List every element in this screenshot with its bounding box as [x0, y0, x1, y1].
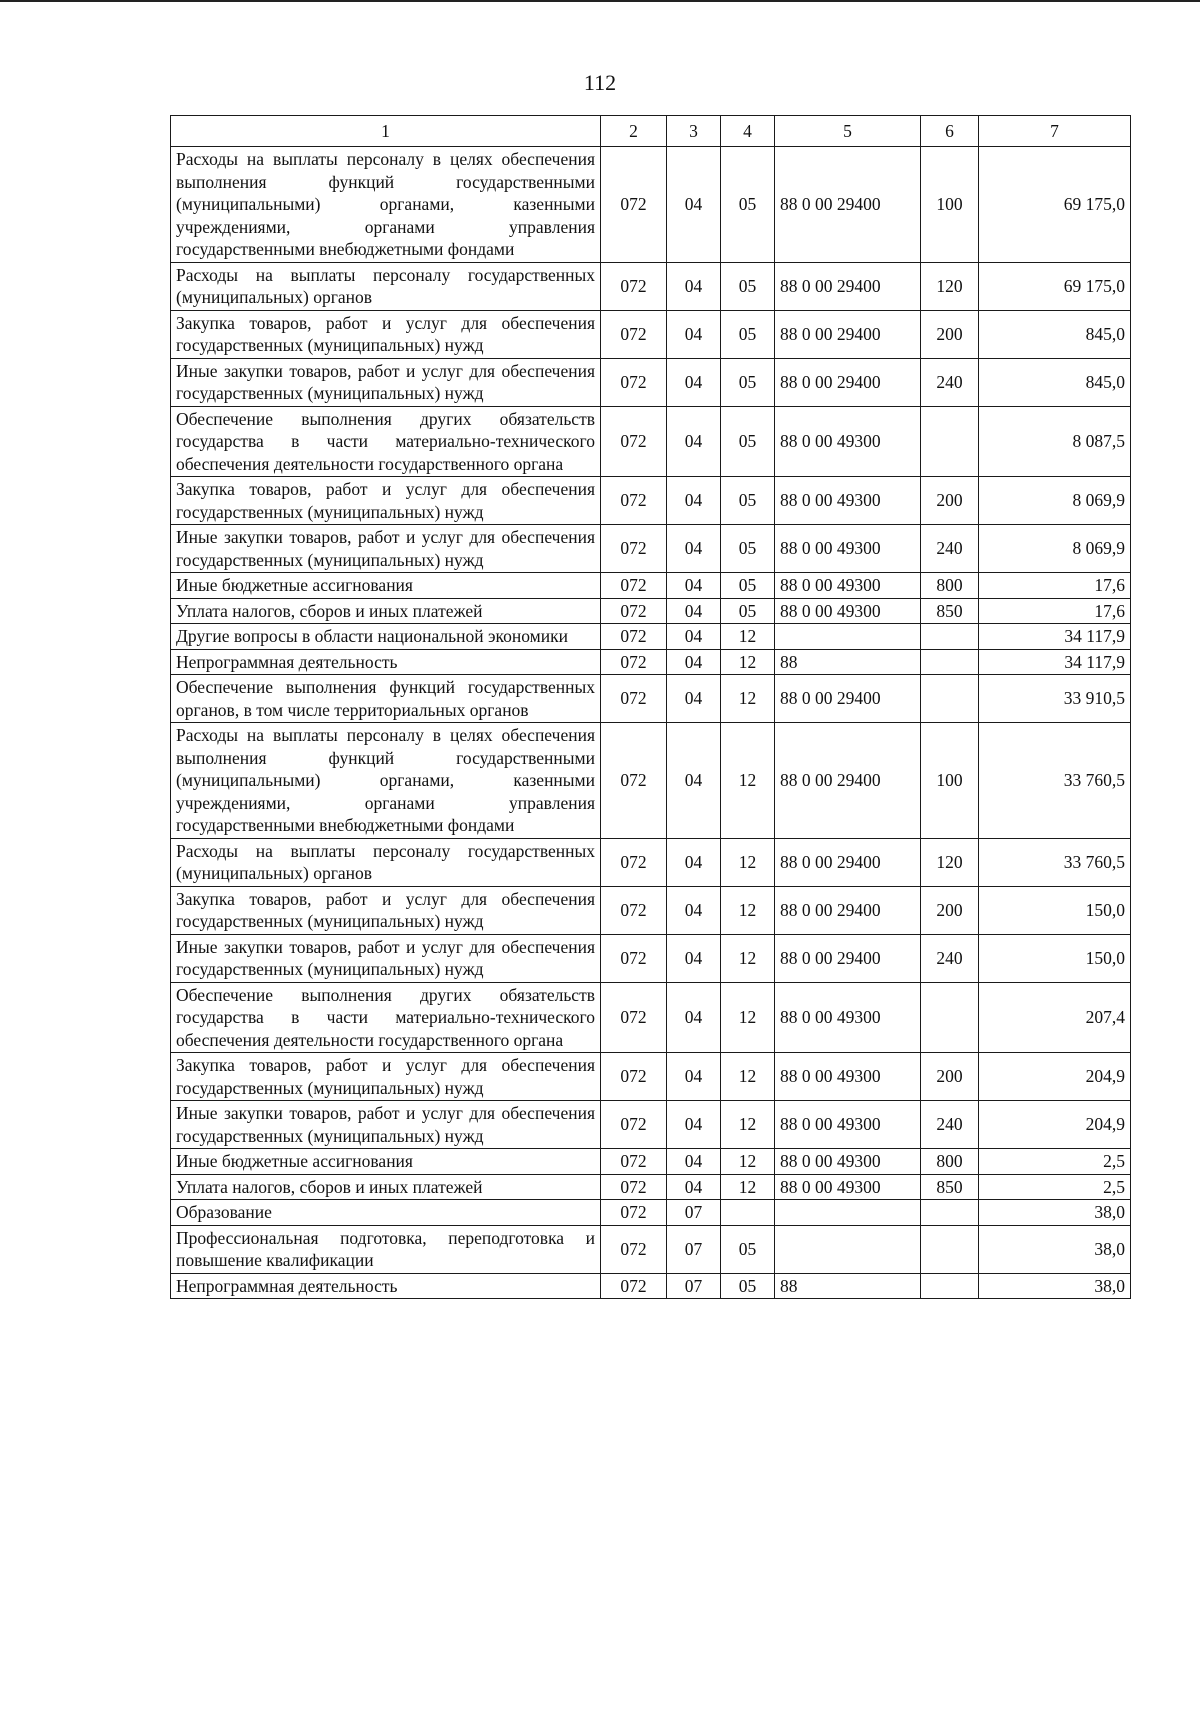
row-name-cell: Профессиональная подготовка, переподготовка и повышение квалификации — [171, 1225, 601, 1273]
row-vr-cell: 100 — [921, 147, 979, 263]
row-sum-cell: 69 175,0 — [979, 262, 1131, 310]
row-sum-cell: 150,0 — [979, 934, 1131, 982]
row-grbs-cell: 072 — [601, 838, 667, 886]
table-row — [171, 147, 1131, 263]
row-rz-cell: 04 — [667, 723, 721, 839]
table-row — [171, 1273, 1131, 1299]
row-vr-cell: 850 — [921, 598, 979, 624]
table-row — [171, 886, 1131, 934]
row-pr-cell: 05 — [721, 1225, 775, 1273]
table-row — [171, 598, 1131, 624]
row-name-cell: Образование — [171, 1200, 601, 1226]
row-vr-cell: 120 — [921, 262, 979, 310]
row-vr-cell — [921, 675, 979, 723]
row-rz-cell: 04 — [667, 573, 721, 599]
table-row — [171, 1149, 1131, 1175]
row-vr-cell: 800 — [921, 1149, 979, 1175]
row-name-cell: Уплата налогов, сборов и иных платежей — [171, 1174, 601, 1200]
table-row — [171, 406, 1131, 477]
row-sum-cell: 33 760,5 — [979, 838, 1131, 886]
table-row — [171, 1174, 1131, 1200]
row-pr-cell: 12 — [721, 624, 775, 650]
row-vr-cell — [921, 1273, 979, 1299]
row-rz-cell: 04 — [667, 262, 721, 310]
col-header-csr: 5 — [775, 116, 921, 147]
row-csr-cell: 88 0 00 29400 — [775, 675, 921, 723]
row-grbs-cell: 072 — [601, 262, 667, 310]
row-rz-cell: 04 — [667, 1101, 721, 1149]
row-vr-cell: 800 — [921, 573, 979, 599]
row-csr-cell: 88 0 00 49300 — [775, 1174, 921, 1200]
row-sum-cell: 8 069,9 — [979, 477, 1131, 525]
table-row — [171, 310, 1131, 358]
row-name-cell: Обеспечение выполнения других обязательств государства в части материально-технического обеспечения деятельности государственного органа — [171, 982, 601, 1053]
row-sum-cell: 2,5 — [979, 1174, 1131, 1200]
table-row — [171, 649, 1131, 675]
row-rz-cell: 04 — [667, 525, 721, 573]
row-pr-cell: 12 — [721, 1101, 775, 1149]
row-csr-cell: 88 0 00 49300 — [775, 573, 921, 599]
table-row — [171, 838, 1131, 886]
row-sum-cell: 17,6 — [979, 573, 1131, 599]
row-sum-cell: 34 117,9 — [979, 624, 1131, 650]
row-name-cell: Иные закупки товаров, работ и услуг для обеспечения государственных (муниципальных) нужд — [171, 1101, 601, 1149]
row-name-cell: Непрограммная деятельность — [171, 1273, 601, 1299]
row-vr-cell: 850 — [921, 1174, 979, 1200]
table-row — [171, 1101, 1131, 1149]
row-rz-cell: 04 — [667, 649, 721, 675]
row-vr-cell — [921, 406, 979, 477]
table-row — [171, 1200, 1131, 1226]
col-header-vr: 6 — [921, 116, 979, 147]
row-name-cell: Закупка товаров, работ и услуг для обеспечения государственных (муниципальных) нужд — [171, 1053, 601, 1101]
row-sum-cell: 204,9 — [979, 1101, 1131, 1149]
row-name-cell: Непрограммная деятельность — [171, 649, 601, 675]
row-csr-cell: 88 — [775, 649, 921, 675]
row-pr-cell: 05 — [721, 262, 775, 310]
table-row — [171, 477, 1131, 525]
row-rz-cell: 04 — [667, 147, 721, 263]
col-header-grbs: 2 — [601, 116, 667, 147]
budget-table — [170, 115, 1131, 1299]
row-pr-cell: 12 — [721, 1149, 775, 1175]
row-csr-cell: 88 0 00 49300 — [775, 1101, 921, 1149]
row-csr-cell: 88 0 00 29400 — [775, 838, 921, 886]
row-pr-cell: 05 — [721, 310, 775, 358]
row-name-cell: Иные закупки товаров, работ и услуг для обеспечения государственных (муниципальных) нужд — [171, 934, 601, 982]
row-rz-cell: 04 — [667, 1174, 721, 1200]
row-sum-cell: 8 087,5 — [979, 406, 1131, 477]
row-grbs-cell: 072 — [601, 525, 667, 573]
table-row — [171, 525, 1131, 573]
row-csr-cell: 88 0 00 49300 — [775, 982, 921, 1053]
row-grbs-cell: 072 — [601, 675, 667, 723]
row-grbs-cell: 072 — [601, 1174, 667, 1200]
row-pr-cell: 05 — [721, 598, 775, 624]
table-row — [171, 624, 1131, 650]
row-vr-cell: 240 — [921, 934, 979, 982]
row-vr-cell: 200 — [921, 310, 979, 358]
row-grbs-cell: 072 — [601, 1101, 667, 1149]
row-grbs-cell: 072 — [601, 1053, 667, 1101]
row-rz-cell: 07 — [667, 1225, 721, 1273]
row-name-cell: Закупка товаров, работ и услуг для обеспечения государственных (муниципальных) нужд — [171, 310, 601, 358]
row-pr-cell: 05 — [721, 358, 775, 406]
row-sum-cell: 34 117,9 — [979, 649, 1131, 675]
row-name-cell: Обеспечение выполнения других обязательств государства в части материально-технического обеспечения деятельности государственного органа — [171, 406, 601, 477]
row-rz-cell: 04 — [667, 358, 721, 406]
row-pr-cell: 12 — [721, 649, 775, 675]
row-pr-cell: 05 — [721, 1273, 775, 1299]
row-grbs-cell: 072 — [601, 982, 667, 1053]
row-pr-cell: 05 — [721, 477, 775, 525]
row-pr-cell — [721, 1200, 775, 1226]
row-csr-cell: 88 0 00 29400 — [775, 886, 921, 934]
row-rz-cell: 04 — [667, 886, 721, 934]
table-row — [171, 723, 1131, 839]
row-rz-cell: 04 — [667, 675, 721, 723]
row-name-cell: Расходы на выплаты персоналу государственных (муниципальных) органов — [171, 262, 601, 310]
row-csr-cell: 88 0 00 29400 — [775, 262, 921, 310]
row-grbs-cell: 072 — [601, 310, 667, 358]
row-pr-cell: 05 — [721, 406, 775, 477]
row-rz-cell: 04 — [667, 1053, 721, 1101]
row-csr-cell: 88 0 00 29400 — [775, 310, 921, 358]
row-name-cell: Иные бюджетные ассигнования — [171, 1149, 601, 1175]
row-name-cell: Иные бюджетные ассигнования — [171, 573, 601, 599]
row-pr-cell: 12 — [721, 838, 775, 886]
row-sum-cell: 8 069,9 — [979, 525, 1131, 573]
row-vr-cell — [921, 1225, 979, 1273]
row-grbs-cell: 072 — [601, 598, 667, 624]
row-grbs-cell: 072 — [601, 1149, 667, 1175]
row-grbs-cell: 072 — [601, 358, 667, 406]
row-vr-cell — [921, 982, 979, 1053]
row-rz-cell: 04 — [667, 598, 721, 624]
row-rz-cell: 04 — [667, 477, 721, 525]
page-top-edge — [0, 0, 1200, 2]
row-vr-cell: 240 — [921, 1101, 979, 1149]
row-rz-cell: 07 — [667, 1273, 721, 1299]
row-sum-cell: 2,5 — [979, 1149, 1131, 1175]
row-grbs-cell: 072 — [601, 934, 667, 982]
row-pr-cell: 12 — [721, 934, 775, 982]
row-csr-cell: 88 0 00 29400 — [775, 723, 921, 839]
row-vr-cell: 240 — [921, 358, 979, 406]
row-sum-cell: 38,0 — [979, 1200, 1131, 1226]
row-grbs-cell: 072 — [601, 1200, 667, 1226]
row-sum-cell: 150,0 — [979, 886, 1131, 934]
row-csr-cell: 88 0 00 49300 — [775, 1053, 921, 1101]
row-grbs-cell: 072 — [601, 649, 667, 675]
col-header-sum: 7 — [979, 116, 1131, 147]
row-name-cell: Закупка товаров, работ и услуг для обеспечения государственных (муниципальных) нужд — [171, 477, 601, 525]
row-pr-cell: 12 — [721, 723, 775, 839]
row-csr-cell: 88 0 00 29400 — [775, 934, 921, 982]
row-sum-cell: 69 175,0 — [979, 147, 1131, 263]
row-sum-cell: 845,0 — [979, 358, 1131, 406]
table-row — [171, 934, 1131, 982]
table-row — [171, 1225, 1131, 1273]
row-sum-cell: 33 910,5 — [979, 675, 1131, 723]
row-csr-cell: 88 0 00 49300 — [775, 477, 921, 525]
row-sum-cell: 17,6 — [979, 598, 1131, 624]
row-csr-cell: 88 0 00 29400 — [775, 358, 921, 406]
row-grbs-cell: 072 — [601, 723, 667, 839]
table-row — [171, 982, 1131, 1053]
row-csr-cell: 88 0 00 49300 — [775, 525, 921, 573]
row-grbs-cell: 072 — [601, 406, 667, 477]
row-sum-cell: 38,0 — [979, 1273, 1131, 1299]
page-number: 112 — [583, 70, 617, 95]
row-grbs-cell: 072 — [601, 147, 667, 263]
row-sum-cell: 845,0 — [979, 310, 1131, 358]
row-pr-cell: 12 — [721, 982, 775, 1053]
row-csr-cell — [775, 1225, 921, 1273]
row-csr-cell: 88 0 00 29400 — [775, 147, 921, 263]
row-csr-cell: 88 0 00 49300 — [775, 598, 921, 624]
header-row — [171, 116, 1131, 147]
row-rz-cell: 04 — [667, 934, 721, 982]
row-csr-cell — [775, 1200, 921, 1226]
table-row — [171, 358, 1131, 406]
row-pr-cell: 05 — [721, 573, 775, 599]
col-header-pr: 4 — [721, 116, 775, 147]
row-name-cell: Другие вопросы в области национальной экономики — [171, 624, 601, 650]
row-name-cell: Расходы на выплаты персоналу в целях обеспечения выполнения функций государственными (муниципальными) органами, казенными учреждениями, органами управления государственными внебюджетными фондами — [171, 723, 601, 839]
row-grbs-cell: 072 — [601, 1225, 667, 1273]
row-vr-cell: 240 — [921, 525, 979, 573]
table-row — [171, 1053, 1131, 1101]
row-vr-cell: 100 — [921, 723, 979, 839]
row-pr-cell: 12 — [721, 886, 775, 934]
row-grbs-cell: 072 — [601, 624, 667, 650]
row-vr-cell — [921, 624, 979, 650]
row-vr-cell: 120 — [921, 838, 979, 886]
row-grbs-cell: 072 — [601, 1273, 667, 1299]
row-vr-cell — [921, 649, 979, 675]
row-name-cell: Расходы на выплаты персоналу государственных (муниципальных) органов — [171, 838, 601, 886]
row-rz-cell: 07 — [667, 1200, 721, 1226]
row-pr-cell: 05 — [721, 147, 775, 263]
row-name-cell: Уплата налогов, сборов и иных платежей — [171, 598, 601, 624]
row-sum-cell: 38,0 — [979, 1225, 1131, 1273]
row-name-cell: Расходы на выплаты персоналу в целях обеспечения выполнения функций государственными (муниципальными) органами, казенными учреждениями, органами управления государственными внебюджетными фондами — [171, 147, 601, 263]
row-csr-cell: 88 — [775, 1273, 921, 1299]
table-row — [171, 262, 1131, 310]
table-row — [171, 573, 1131, 599]
row-rz-cell: 04 — [667, 310, 721, 358]
row-rz-cell: 04 — [667, 838, 721, 886]
row-grbs-cell: 072 — [601, 477, 667, 525]
row-name-cell: Иные закупки товаров, работ и услуг для обеспечения государственных (муниципальных) нужд — [171, 358, 601, 406]
row-csr-cell — [775, 624, 921, 650]
row-csr-cell: 88 0 00 49300 — [775, 406, 921, 477]
row-rz-cell: 04 — [667, 982, 721, 1053]
row-vr-cell: 200 — [921, 1053, 979, 1101]
row-sum-cell: 33 760,5 — [979, 723, 1131, 839]
row-pr-cell: 12 — [721, 675, 775, 723]
row-sum-cell: 204,9 — [979, 1053, 1131, 1101]
row-rz-cell: 04 — [667, 406, 721, 477]
row-vr-cell: 200 — [921, 477, 979, 525]
row-name-cell: Закупка товаров, работ и услуг для обеспечения государственных (муниципальных) нужд — [171, 886, 601, 934]
col-header-name: 1 — [171, 116, 601, 147]
row-sum-cell: 207,4 — [979, 982, 1131, 1053]
row-grbs-cell: 072 — [601, 573, 667, 599]
row-name-cell: Обеспечение выполнения функций государственных органов, в том числе территориальных органов — [171, 675, 601, 723]
row-pr-cell: 12 — [721, 1053, 775, 1101]
row-csr-cell: 88 0 00 49300 — [775, 1149, 921, 1175]
row-pr-cell: 12 — [721, 1174, 775, 1200]
row-vr-cell — [921, 1200, 979, 1226]
row-vr-cell: 200 — [921, 886, 979, 934]
table-row — [171, 675, 1131, 723]
col-header-rz: 3 — [667, 116, 721, 147]
row-rz-cell: 04 — [667, 624, 721, 650]
row-rz-cell: 04 — [667, 1149, 721, 1175]
row-grbs-cell: 072 — [601, 886, 667, 934]
row-name-cell: Иные закупки товаров, работ и услуг для обеспечения государственных (муниципальных) нужд — [171, 525, 601, 573]
row-pr-cell: 05 — [721, 525, 775, 573]
